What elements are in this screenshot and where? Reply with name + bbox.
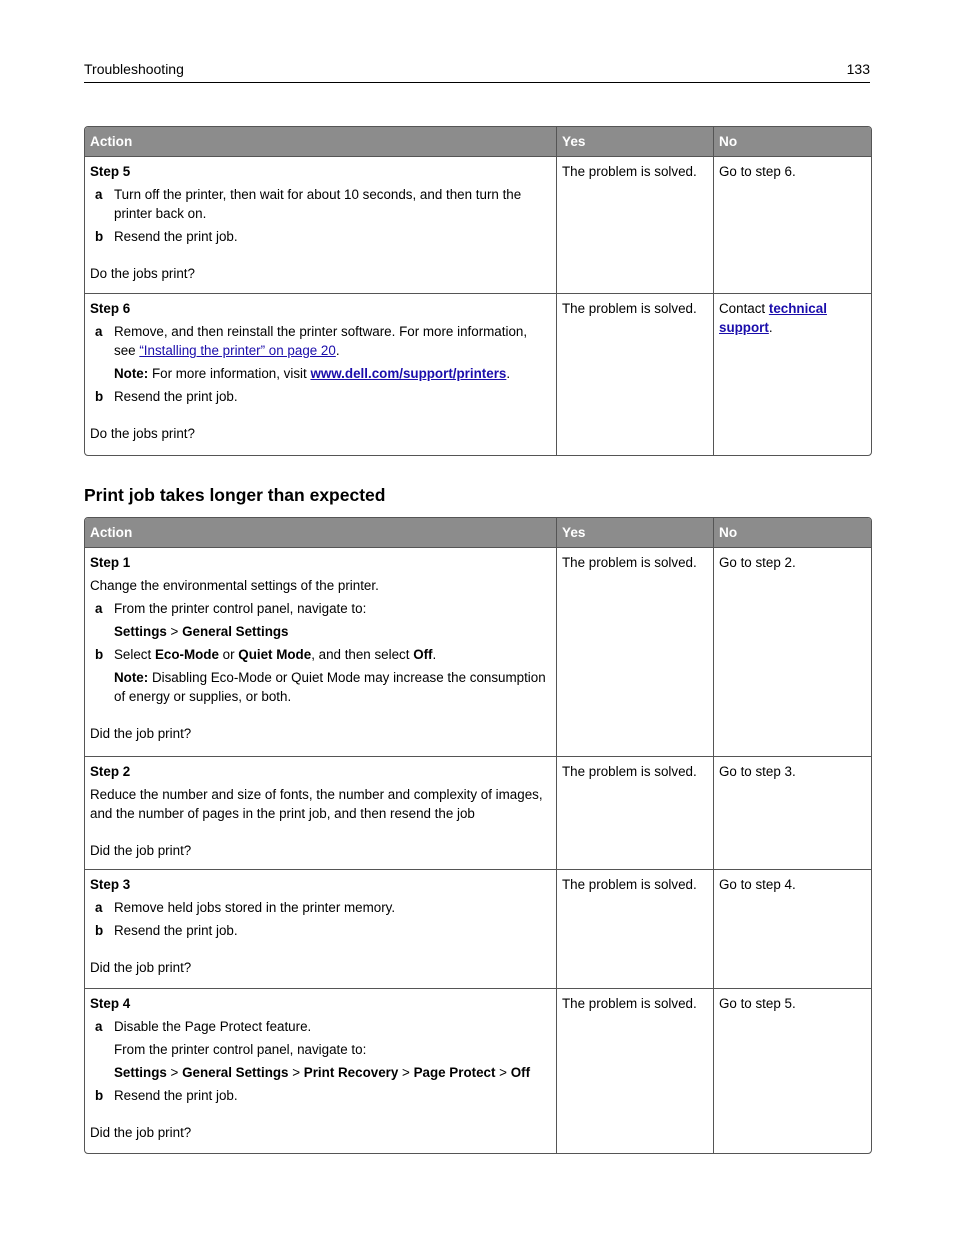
action-cell (85, 756, 556, 869)
menu-path: Settings > General Settings (114, 624, 289, 639)
action-cell (85, 156, 556, 293)
substep-a: a From the printer control panel, navigate to: (95, 601, 367, 616)
note: Note: For more information, visit www.dell.com/support/printers. (114, 366, 511, 381)
step-intro: Change the environmental settings of the printer. (90, 578, 379, 593)
nav-instruction: From the printer control panel, navigate to: (114, 1042, 367, 1057)
table-row (85, 547, 871, 756)
yes-cell: The problem is solved. (556, 293, 713, 455)
section-heading: Print job takes longer than expected (84, 485, 386, 505)
substep-a: a Remove held jobs stored in the printer memory. (95, 900, 396, 915)
yes-cell: The problem is solved. (556, 869, 713, 988)
no-cell: Go to step 5. (713, 988, 871, 1153)
step-question: Did the job print? (90, 843, 192, 858)
section-name: Troubleshooting (84, 61, 184, 77)
substep-b: b Resend the print job. (95, 923, 238, 938)
step-question: Did the job print? (90, 1125, 192, 1140)
step-title: Step 2 (90, 764, 131, 779)
dell-support-link[interactable]: www.dell.com/support/printers (310, 366, 507, 381)
substep-a: a Disable the Page Protect feature. (95, 1019, 312, 1034)
yes-cell: The problem is solved. (556, 156, 713, 293)
substep-a: a Remove, and then reinstall the printer software. For more information, see “Installing the printer” on page 20. (95, 324, 528, 358)
no-cell: Go to step 4. (713, 869, 871, 988)
step-title: Step 6 (90, 301, 131, 316)
no-cell: Go to step 3. (713, 756, 871, 869)
table-row (85, 756, 871, 869)
yes-cell: The problem is solved. (556, 547, 713, 756)
table-row (85, 293, 871, 455)
troubleshooting-table-1 (84, 126, 872, 456)
table-row (85, 988, 871, 1153)
substep-a: a Turn off the printer, then wait for about 10 seconds, and then turn the printer back on. (95, 187, 522, 221)
step-text: Reduce the number and size of fonts, the number and complexity of images, and the number of pages in the print job, and then resend the job (90, 787, 543, 821)
note: Note: Disabling Eco-Mode or Quiet Mode may increase the consumption of energy or supplies, or both. (114, 670, 546, 704)
step-question: Do the jobs print? (90, 266, 195, 281)
table-header-row (85, 518, 871, 547)
step-title: Step 1 (90, 555, 131, 570)
installing-printer-link[interactable]: “Installing the printer” on page 20 (139, 343, 336, 358)
action-cell (85, 547, 556, 756)
step-title: Step 5 (90, 164, 131, 179)
action-column-header: Action (85, 518, 556, 547)
step-question: Did the job print? (90, 960, 192, 975)
step-question: Did the job print? (90, 726, 192, 741)
substep-b: b Resend the print job. (95, 229, 238, 244)
action-cell (85, 988, 556, 1153)
substep-b: b Select Eco-Mode or Quiet Mode, and then select Off. (95, 647, 437, 662)
yes-cell: The problem is solved. (556, 756, 713, 869)
page-header (84, 60, 870, 83)
no-cell: Go to step 2. (713, 547, 871, 756)
technical-support-link[interactable]: technical support (719, 301, 827, 335)
step-title: Step 3 (90, 877, 131, 892)
no-column-header: No (713, 518, 871, 547)
table-row (85, 156, 871, 293)
menu-path: Settings > General Settings > Print Recovery > Page Protect > Off (114, 1065, 531, 1080)
troubleshooting-table-2 (84, 517, 872, 1154)
no-column-header: No (713, 127, 871, 156)
step-title: Step 4 (90, 996, 131, 1011)
action-column-header: Action (85, 127, 556, 156)
no-cell: Contact technical support. (713, 293, 871, 455)
action-cell (85, 869, 556, 988)
table-header-row (85, 127, 871, 156)
substep-b: b Resend the print job. (95, 389, 238, 404)
no-cell: Go to step 6. (713, 156, 871, 293)
substep-b: b Resend the print job. (95, 1088, 238, 1103)
page-number: 133 (846, 61, 870, 77)
yes-cell: The problem is solved. (556, 988, 713, 1153)
table-row (85, 869, 871, 988)
action-cell (85, 293, 556, 455)
yes-column-header: Yes (556, 518, 713, 547)
yes-column-header: Yes (556, 127, 713, 156)
step-question: Do the jobs print? (90, 426, 195, 441)
